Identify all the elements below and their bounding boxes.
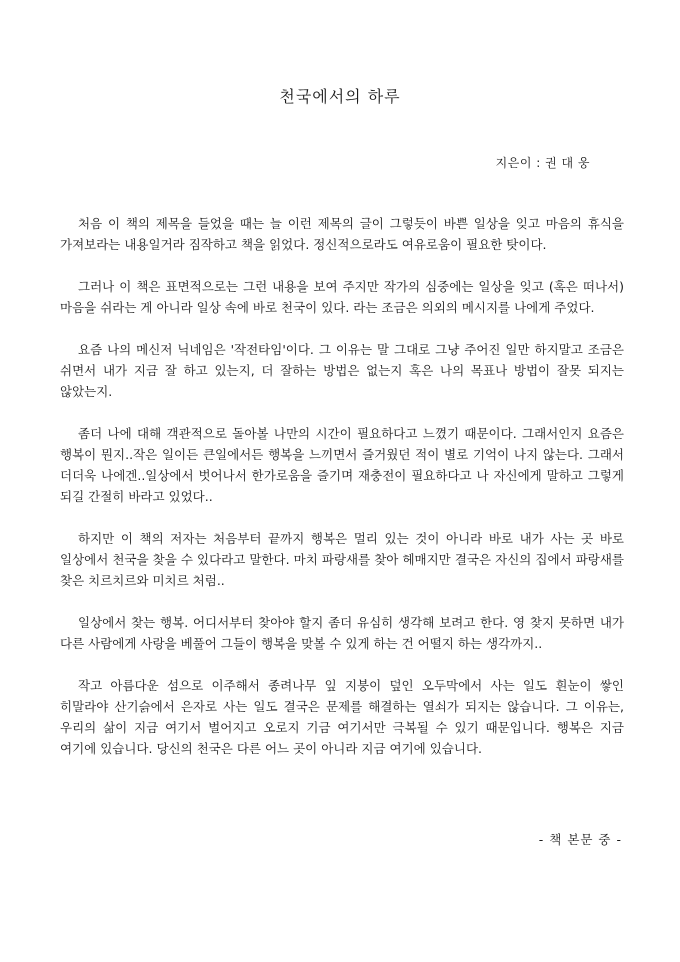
document-title: 천국에서의 하루 — [279, 87, 401, 106]
paragraph-3: 요즘 나의 메신저 닉네임은 '작전타임'이다. 그 이유는 말 그대로 그냥 주어진 일만 하지말고 조금은 쉬면서 내가 지금 잘 하고 있는지, 더 잘하는 방법은 없는지 혹은 나의 목표나 방법이 잘못 되지는 않았는지. — [60, 342, 624, 399]
paragraph-2: 그러나 이 책은 표면적으로는 그런 내용을 보여 주지만 작가의 심중에는 일상을 잊고 (혹은 떠나서) 마음을 쉬라는 게 아니라 일상 속에 바로 천국이 있다. 라는 조금은 의외의 메시지를 나에게 주었다. — [60, 279, 624, 315]
quote-source: - 책 본문 중 - — [538, 832, 622, 847]
document-body — [60, 213, 624, 759]
paragraph-6: 일상에서 찾는 행복. 어디서부터 찾아야 할지 좀더 유심히 생각해 보려고 한다. 영 찾지 못하면 내가 다른 사람에게 사랑을 베풀어 그들이 행복을 맞볼 수 있게 하는 건 어떨지 하는 생각까지.. — [60, 615, 624, 651]
author-line: 지은이 : 권 대 웅 — [495, 156, 590, 170]
paragraph-1: 처음 이 책의 제목을 들었을 때는 늘 이런 제목의 글이 그렇듯이 바쁜 일상을 잊고 마음의 휴식을 가져보라는 내용일거라 짐작하고 책을 읽었다. 정신적으로라도 여유로움이 필요한 탓이다. — [60, 216, 624, 252]
paragraph-5: 하지만 이 책의 저자는 처음부터 끝까지 행복은 멀리 있는 것이 아니라 바로 내가 사는 곳 바로 일상에서 천국을 찾을 수 있다라고 말한다. 마치 파랑새를 찾아 헤매지만 결국은 자신의 집에서 파랑새를 찾은 치르치르와 미치르 처럼.. — [60, 531, 624, 588]
paragraph-4: 좀더 나에 대해 객관적으로 돌아볼 나만의 시간이 필요하다고 느꼈기 때문이다. 그래서인지 요즘은 행복이 뭔지..작은 일이든 큰일에서든 행복을 느끼면서 즐거웠던 적이 별로 기억이 나지 않는다. 그래서 더더욱 나에겐..일상에서 벗어나서 한가로움을 즐기며 재충전이 필요하다고 나 자신에게 말하고 그렇게 되길 간절히 바라고 있었다.. — [60, 426, 624, 504]
paragraph-7-quote: 작고 아름다운 섬으로 이주해서 종려나무 잎 지붕이 덮인 오두막에서 사는 일도 흰눈이 쌓인 히말라야 산기슭에서 은자로 사는 일도 결국은 문제를 해결하는 열쇠가 되지는 않습니다. 그 이유는, 우리의 삶이 지금 여기서 벌어지고 오로지 기금 여기서만 극복될 수 있기 때문입니다. 행복은 지금 여기에 있습니다. 당신의 천국은 다른 어느 곳이 아니라 지금 여기에 있습니다. — [60, 678, 624, 756]
